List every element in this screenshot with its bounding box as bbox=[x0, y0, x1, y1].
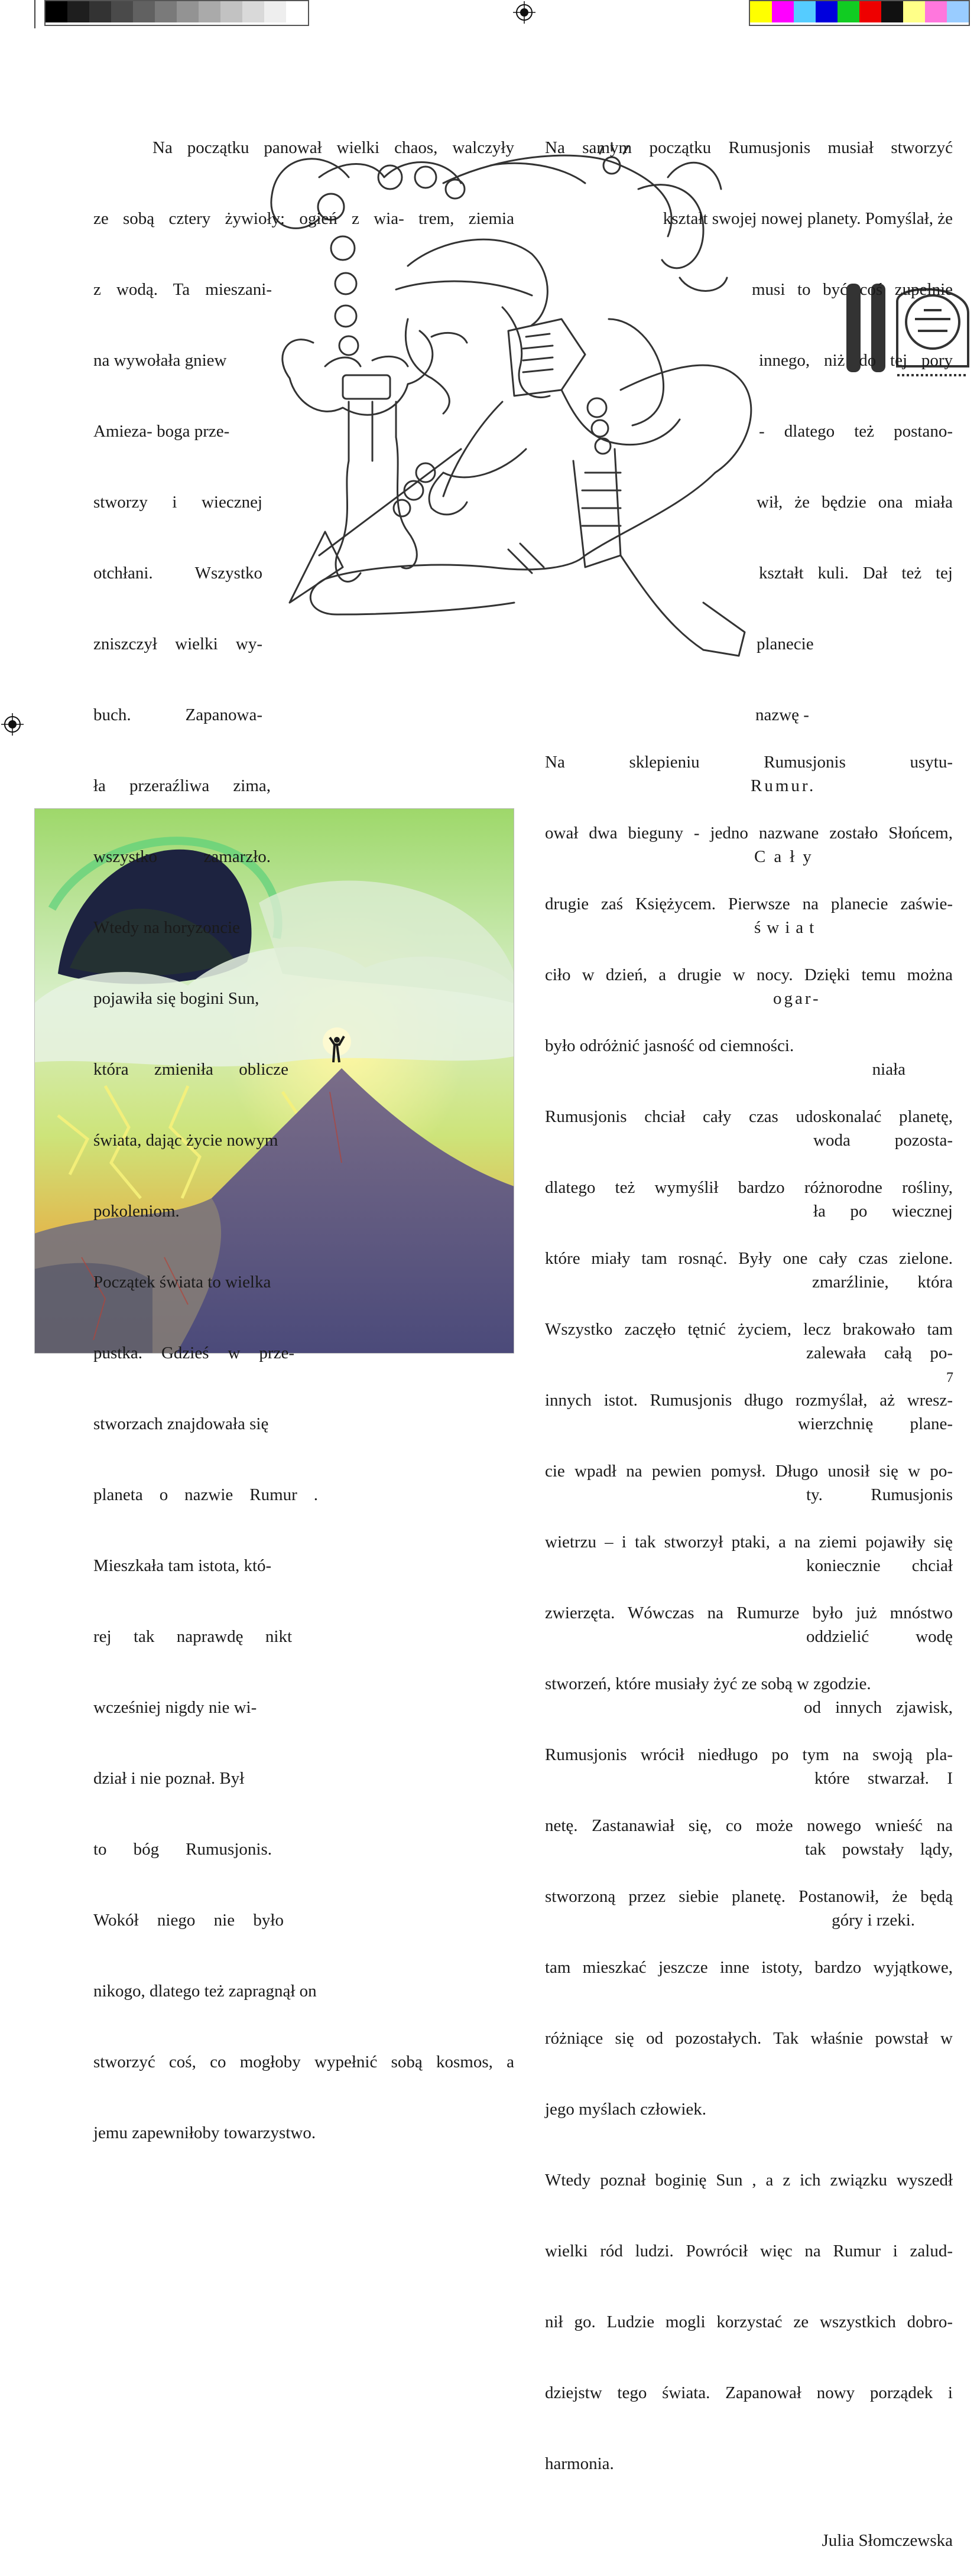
left-line: Na początku panował wielki chaos, walczyły bbox=[152, 138, 514, 157]
left-line: wcześniej nigdy nie wi- bbox=[93, 1698, 257, 1717]
right-line: innego, niż do tej pory bbox=[759, 351, 953, 370]
right-line: kształt swojej nowej planety. Pomyślał, że bbox=[663, 209, 953, 228]
right-line: Wszystko zaczęło tętnić życiem, lecz brakowało tam bbox=[545, 1320, 953, 1339]
left-line: pustka. Gdzieś w prze- bbox=[93, 1344, 294, 1362]
right-line: nazwę - bbox=[755, 705, 809, 724]
right-line: stworzoną przez siebie planetę. Postanowił, że będą bbox=[545, 1887, 953, 1906]
left-line: z wodą. Ta mieszani- bbox=[93, 280, 272, 299]
right-line: musi to być coś zupełnie bbox=[752, 280, 953, 299]
right-line: tam mieszkać jeszcze inne istoty, bardzo wyjątkowe, bbox=[545, 1958, 953, 1977]
right-line: dlatego też wymyślił bardzo różnorodne rośliny, bbox=[545, 1178, 953, 1197]
right-line: - dlatego też postano- bbox=[759, 422, 953, 441]
left-line: rej tak naprawdę nikt bbox=[93, 1627, 292, 1646]
gray-swatch bbox=[220, 1, 242, 22]
left-line: Amieza- boga prze- bbox=[93, 422, 230, 441]
color-swatch bbox=[750, 1, 772, 22]
right-line: które stwarzał. I bbox=[814, 1769, 953, 1788]
right-line: ty. Rumusjonis bbox=[806, 1485, 953, 1504]
color-calibration-bar bbox=[749, 0, 970, 26]
color-swatch bbox=[881, 1, 903, 22]
right-line: innych istot. Rumusjonis długo rozmyślał, aż wresz- bbox=[545, 1391, 953, 1410]
right-line: ła po wiecznej bbox=[813, 1202, 953, 1221]
right-line: Wtedy poznał boginię Sun , a z ich związku wyszedł bbox=[545, 2171, 953, 2190]
grayscale-calibration-bar bbox=[44, 0, 309, 26]
right-line: od innych zjawisk, bbox=[804, 1698, 953, 1717]
left-line: planeta o nazwie Rumur . bbox=[93, 1485, 318, 1504]
right-line: netę. Zastanawiał się, co może nowego wnieść na bbox=[545, 1816, 953, 1835]
right-line: świat bbox=[754, 918, 820, 937]
right-line: wietrzu – i tak stworzył ptaki, a na ziemi pojawiły się bbox=[545, 1533, 953, 1552]
left-line: stworzyć coś, co mogłoby wypełnić sobą kosmos, a bbox=[93, 2053, 514, 2071]
right-line: nił go. Ludzie mogli korzystać ze wszystkich dobro- bbox=[545, 2312, 953, 2331]
right-line: planecie bbox=[757, 635, 814, 653]
left-line: stworzy i wiecznej bbox=[93, 493, 262, 512]
left-line: jemu zapewniłoby towarzystwo. bbox=[93, 2123, 316, 2142]
left-line: otchłani. Wszystko bbox=[93, 564, 262, 583]
color-swatch bbox=[816, 1, 838, 22]
gray-swatch bbox=[286, 1, 308, 22]
color-swatch bbox=[772, 1, 794, 22]
color-swatch bbox=[838, 1, 859, 22]
color-swatch bbox=[925, 1, 947, 22]
right-line: zalewała całą po- bbox=[806, 1344, 953, 1362]
left-line: buch. Zapanowa- bbox=[93, 705, 262, 724]
right-line: niała bbox=[872, 1060, 905, 1079]
right-line: Rumusjonis chciał cały czas udoskonalać planetę, bbox=[545, 1107, 953, 1126]
right-line: różniące się od pozostałych. Tak właśnie powstał w bbox=[545, 2029, 953, 2048]
gray-swatch bbox=[199, 1, 220, 22]
right-column-bottom-text bbox=[545, 703, 953, 2576]
right-line: dziejstw tego świata. Zapanował nowy porządek i bbox=[545, 2383, 953, 2402]
right-line: wierzchnię plane- bbox=[798, 1414, 953, 1433]
right-line: Rumusjonis wrócił niedługo po tym na swoją pla- bbox=[545, 1745, 953, 1764]
gray-swatch bbox=[89, 1, 111, 22]
left-line: to bóg Rumusjonis. bbox=[93, 1840, 272, 1859]
right-line: wielki ród ludzi. Powrócił więc na Rumur i zalud- bbox=[545, 2242, 953, 2260]
right-line: kształt kuli. Dał też tej bbox=[759, 564, 953, 583]
left-line: pokoleniom. bbox=[93, 1202, 180, 1221]
left-line: dział i nie poznał. Był bbox=[93, 1769, 245, 1788]
left-line: Początek świata to wielka bbox=[93, 1273, 271, 1292]
left-column-text bbox=[93, 89, 514, 2168]
left-line: stworzach znajdowała się bbox=[93, 1414, 269, 1433]
crop-line-top-left bbox=[34, 0, 35, 28]
right-line: jego myślach człowiek. bbox=[545, 2100, 706, 2119]
registration-mark-left bbox=[1, 713, 24, 736]
left-line: świata, dając życie nowym bbox=[93, 1131, 278, 1150]
registration-mark-top bbox=[513, 1, 535, 24]
color-swatch bbox=[903, 1, 925, 22]
right-line: wił, że będzie ona miała bbox=[757, 493, 953, 512]
right-line: ował dwa bieguny - jedno nazwane zostało Słońcem, bbox=[545, 824, 953, 843]
gray-swatch bbox=[177, 1, 199, 22]
left-line: zniszczył wielki wy- bbox=[93, 635, 262, 653]
right-line: Na sklepieniu Rumusjonis usytu- bbox=[545, 753, 953, 772]
right-line: koniecznie chciał bbox=[806, 1556, 953, 1575]
right-line: które miały tam rosnąć. Były one cały czas zielone. bbox=[545, 1249, 953, 1268]
gray-swatch bbox=[155, 1, 177, 22]
left-line: pojawiła się bogini Sun, bbox=[93, 989, 259, 1008]
gray-swatch bbox=[46, 1, 67, 22]
right-line: Rumur. bbox=[751, 776, 816, 795]
left-line: ze sobą cztery żywioły: ogień z wia- trem, ziemia bbox=[93, 209, 514, 228]
right-line: oddzielić wodę bbox=[806, 1627, 953, 1646]
right-line: zwierzęta. Wówczas na Rumurze było już mnóstwo bbox=[545, 1604, 953, 1622]
left-line: ła przeraźliwa zima, bbox=[93, 776, 271, 795]
right-line: drugie zaś Księżycem. Pierwsze na planecie zaświe- bbox=[545, 895, 953, 913]
gray-swatch bbox=[242, 1, 264, 22]
right-line: Cały bbox=[754, 847, 820, 866]
right-line: góry i rzeki. bbox=[832, 1911, 915, 1930]
right-line: ciło w dzień, a drugie w nocy. Dzięki temu można bbox=[545, 965, 953, 984]
right-line: tak powstały lądy, bbox=[805, 1840, 953, 1859]
right-line: stworzeń, które musiały żyć ze sobą w zgodzie. bbox=[545, 1674, 871, 1693]
left-line: Wokół niego nie było bbox=[93, 1911, 284, 1930]
right-line: zmarźlinie, która bbox=[812, 1273, 953, 1292]
gray-swatch bbox=[67, 1, 89, 22]
left-line: nikogo, dlatego też zapragnął on bbox=[93, 1982, 317, 2001]
left-line: na wywołała gniew bbox=[93, 351, 227, 370]
right-line: harmonia. bbox=[545, 2454, 614, 2473]
left-line: Mieszkała tam istota, któ- bbox=[93, 1556, 272, 1575]
left-line: wszystko zamarzło. bbox=[93, 847, 271, 866]
gray-swatch bbox=[133, 1, 155, 22]
author-signature: Julia Słomczewska bbox=[822, 2531, 953, 2550]
left-line: która zmieniła oblicze bbox=[93, 1060, 288, 1079]
right-line: Na samym początku Rumusjonis musiał stworzyć bbox=[545, 138, 953, 157]
right-line: woda pozosta- bbox=[813, 1131, 953, 1150]
color-swatch bbox=[859, 1, 881, 22]
color-swatch bbox=[794, 1, 816, 22]
gray-swatch bbox=[264, 1, 286, 22]
gray-swatch bbox=[111, 1, 133, 22]
page-number: 7 bbox=[946, 1370, 953, 1385]
right-line: cie wpadł na pewien pomysł. Długo unosił się w po- bbox=[545, 1462, 953, 1481]
color-swatch bbox=[947, 1, 969, 22]
right-line: ogar- bbox=[773, 989, 821, 1008]
left-line: Wtedy na horyzoncie bbox=[93, 918, 241, 937]
right-line: było odróżnić jasność od ciemności. bbox=[545, 1036, 794, 1055]
